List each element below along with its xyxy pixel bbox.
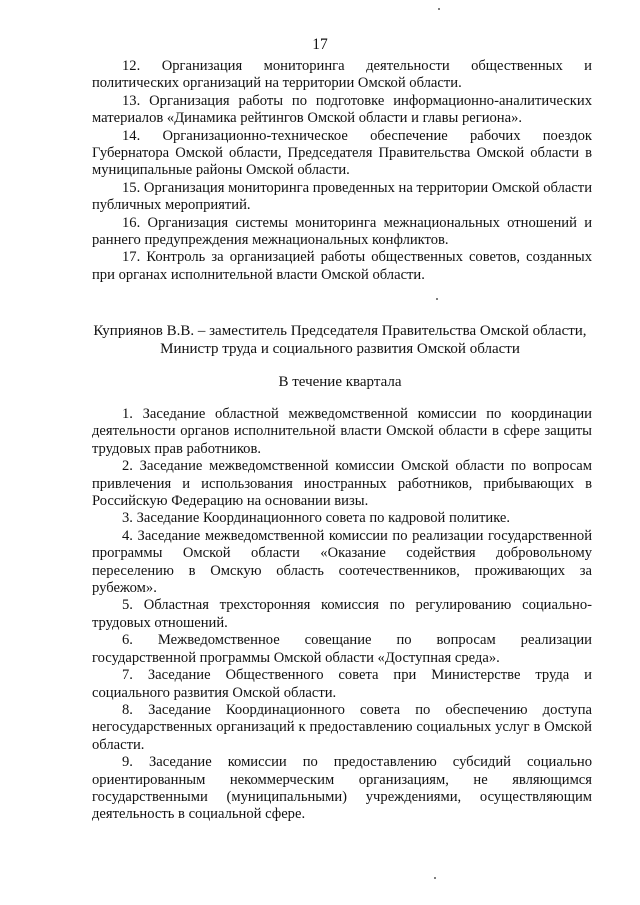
list-item: 13. Организация работы по подготовке информационно-аналитических материалов «Динамика рейтингов Омской области и главы региона». [92, 92, 592, 127]
section-heading [60, 322, 620, 358]
section-list [92, 406, 592, 824]
list-item: 3. Заседание Координационного совета по кадровой политике. [122, 510, 511, 527]
page-number: 17 [312, 36, 328, 53]
section-heading-line2: Министр труда и социального развития Омской области [160, 341, 520, 357]
list-item: 16. Организация системы мониторинга межнациональных отношений и раннего предупреждения межнациональных конфликтов. [92, 214, 592, 249]
list-item: 7. Заседание Общественного совета при Министерстве труда и социального развития Омской области. [92, 667, 592, 701]
list-item: 9. Заседание комиссии по предоставлению субсидий социально ориентированным некоммерческим организациям, не являющимся государственными (муниципальными) учреждениями, осуществляющим деятельность в социальной сфере. [92, 754, 592, 823]
list-item: 1. Заседание областной межведомственной комиссии по координации деятельности органов исполнительной власти Омской области в сфере защиты трудовых прав работников. [92, 406, 592, 457]
list-item: 8. Заседание Координационного совета по обеспечению доступа негосударственных организаций к предоставлению социальных услуг в Омской области. [92, 701, 592, 753]
list-item: 2. Заседание межведомственной комиссии Омской области по вопросам привлечения и использования иностранных работников, прибывающих в Российскую Федерацию на основании визы. [92, 458, 592, 510]
list-item: 15. Организация мониторинга проведенных на территории Омской области публичных мероприятий. [92, 179, 592, 214]
scan-speck [436, 298, 438, 300]
top-list [92, 58, 592, 284]
section-period: В течение квартала [278, 374, 402, 390]
list-item: 5. Областная трехсторонняя комиссия по регулированию социально-трудовых отношений. [92, 597, 592, 631]
list-item: 12. Организация мониторинга деятельности общественных и политических организаций на территории Омской области. [92, 58, 592, 92]
scan-speck [438, 8, 440, 10]
list-item: 4. Заседание межведомственной комиссии по реализации государственной программы Омской области «Оказание содействия добровольному переселению в Омскую область соотечественников, проживающих за рубежом». [92, 527, 592, 597]
section-heading-line1: Куприянов В.В. – заместитель Председателя Правительства Омской области, [93, 323, 587, 339]
list-item: 6. Межведомственное совещание по вопросам реализации государственной программы Омской области «Доступная среда». [92, 632, 592, 666]
scan-speck [434, 877, 436, 879]
list-item: 17. Контроль за организацией работы общественных советов, созданных при органах исполнительной власти Омской области. [92, 249, 592, 283]
list-item: 14. Организационно-техническое обеспечение рабочих поездок Губернатора Омской области, Председателя Правительства Омской области в муниципальные районы Омской области. [92, 127, 592, 179]
